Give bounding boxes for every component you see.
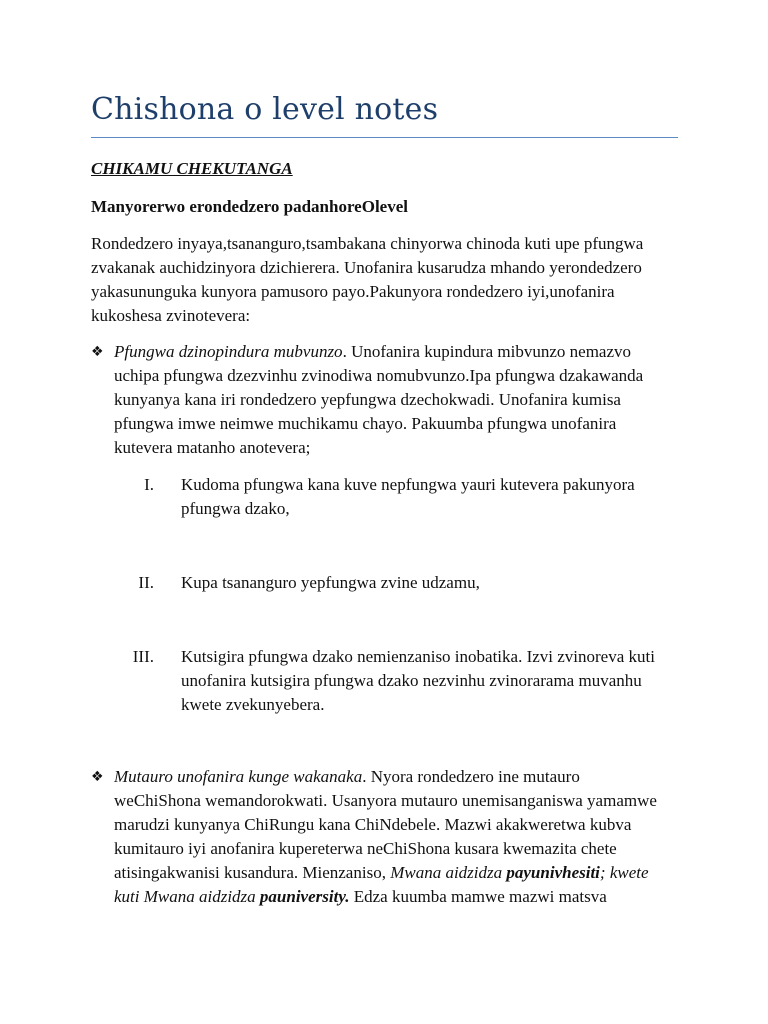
bullet-line: kumitauro iyi anofanira kupereterwa neChiShona kusara kwemazita chete bbox=[114, 839, 617, 858]
bullet-line: marudzi kunyanya ChiRungu kana ChiNdebele. Mazwi akakweretwa kubva bbox=[114, 815, 632, 834]
step-line: Kupa tsananguro yepfungwa zvine udzamu, bbox=[181, 573, 480, 592]
bullet-lead-italic: Pfungwa dzinopindura mubvunzo bbox=[114, 342, 343, 361]
bullet-line: kutevera matanho anotevera; bbox=[114, 438, 311, 457]
bullet-line bbox=[114, 885, 694, 909]
bullet-line: weChiShona wemandorokwati. Usanyora mutauro unemisanganiswa yamamwe bbox=[114, 791, 657, 810]
document-title: Chishona o level notes bbox=[91, 92, 439, 127]
step-line: Kutsigira pfungwa dzako nemienzaniso inobatika. Izvi zvinoreva kuti bbox=[181, 647, 655, 666]
step-line: unofanira kutsigira pfungwa dzako nezvinhu zvinorarama muvanhu bbox=[181, 671, 642, 690]
step-body bbox=[181, 645, 701, 717]
bullet-line: uchipa pfungwa dzezvinhu zvinodiwa nomubvunzo.Ipa pfungwa dzakawanda bbox=[114, 366, 644, 385]
step-line: kwete zvekunyebera. bbox=[181, 695, 325, 714]
step-body bbox=[181, 473, 701, 521]
step-line: Kudoma pfungwa kana kuve nepfungwa yauri kutevera pakunyora bbox=[181, 475, 635, 494]
intro-line: kukoshesa zvinotevera: bbox=[91, 306, 251, 325]
example-bold-word: payunivhesiti bbox=[506, 863, 600, 882]
example-bold-word: pauniversity. bbox=[259, 887, 350, 906]
step-number: I. bbox=[144, 475, 154, 494]
intro-line: zvakanak auchidzinyora dzichierera. Unofanira kusarudza mhando yerondedzero bbox=[91, 258, 642, 277]
bullet-line bbox=[114, 765, 694, 789]
example-tail: ; kwete bbox=[599, 863, 649, 882]
step-line: pfungwa dzako, bbox=[181, 499, 290, 518]
title-underline-rule bbox=[91, 137, 678, 138]
bullet-line bbox=[114, 861, 694, 885]
step-body bbox=[181, 571, 701, 595]
intro-paragraph bbox=[91, 232, 691, 328]
diamond-bullet-icon: ❖ bbox=[91, 344, 104, 360]
bullet-line-rest: . Nyora rondedzero ine mutauro bbox=[362, 767, 580, 786]
bullet-line bbox=[114, 340, 694, 364]
bullet-line: kunyanya kana iri rondedzero yepfungwa dzechokwadi. Unofanira kumisa bbox=[114, 390, 621, 409]
intro-line: Rondedzero inyaya,tsananguro,tsambakana chinyorwa chinoda kuti upe pfungwa bbox=[91, 234, 644, 253]
bullet-line-rest: . Unofanira kupindura mibvunzo nemazvo bbox=[342, 342, 632, 361]
bullet-line-text: atisingakwanisi kusandura. Mienzaniso, bbox=[114, 863, 386, 882]
bullet-line: pfungwa imwe neimwe muchikamu chayo. Pakuumba pfungwa unofanira bbox=[114, 414, 617, 433]
section-heading: CHIKAMU CHEKUTANGA bbox=[91, 159, 293, 178]
diamond-bullet-icon: ❖ bbox=[91, 769, 104, 785]
step-number: III. bbox=[132, 647, 154, 666]
bullet-line-rest: Edza kuumba mamwe mazwi matsva bbox=[349, 887, 607, 906]
step-number: II. bbox=[138, 573, 154, 592]
bullet-body bbox=[114, 765, 694, 909]
example-italic: Mwana aidzidza bbox=[390, 863, 507, 882]
subheading: Manyorerwo erondedzero padanhoreOlevel bbox=[91, 197, 408, 216]
bullet-lead-italic: Mutauro unofanira kunge wakanaka bbox=[114, 767, 363, 786]
example-italic: kuti Mwana aidzidza bbox=[114, 887, 260, 906]
bullet-body bbox=[114, 340, 694, 460]
intro-line: yakasununguka kunyora pamusoro payo.Pakunyora rondedzero iyi,unofanira bbox=[91, 282, 615, 301]
